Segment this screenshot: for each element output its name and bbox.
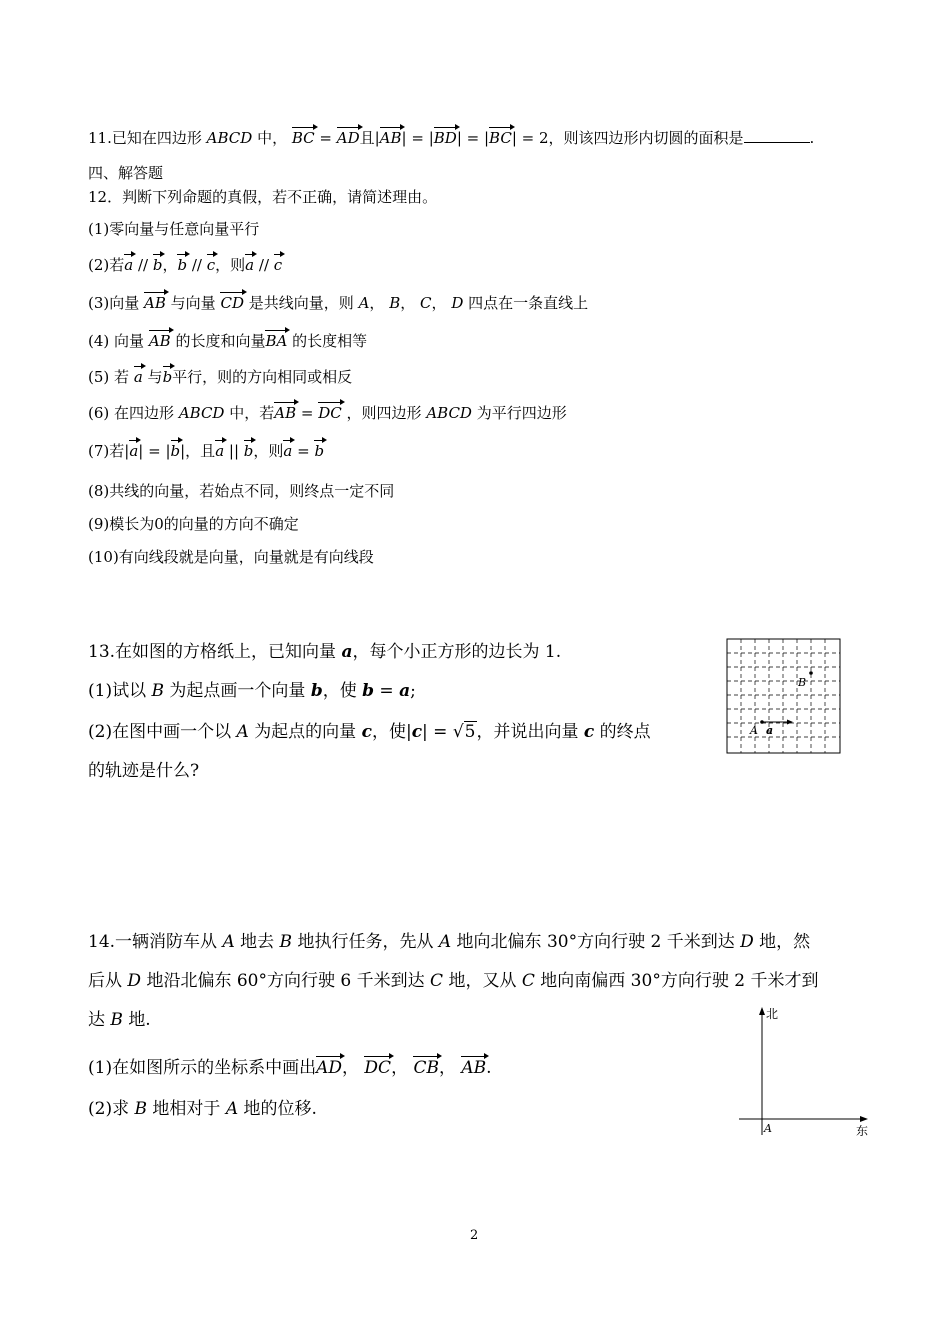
page-number: 2 [470, 1228, 479, 1243]
point-b-label: B [798, 676, 807, 689]
q12-item-5: (5) 若 a 与b平行，则的方向相同或相反 [88, 368, 353, 386]
point-b-dot [809, 671, 813, 675]
section-heading: 四、解答题 [88, 164, 164, 182]
east-arrowhead [860, 1116, 868, 1122]
q12-stem: 12．判断下列命题的真假，若不正确，请简述理由。 [88, 188, 438, 206]
q13-line-1: 13.在如图的方格纸上，已知向量 a，每个小正方形的边长为 1. [88, 642, 562, 662]
answer-blank[interactable] [744, 130, 810, 143]
grid-figure [726, 638, 842, 756]
q12-item-1: (1)零向量与任意向量平行 [88, 220, 260, 238]
q12-item-3: (3)向量 AB 与向量 CD 是共线向量，则 A， B， C， D 四点在一条直线上 [88, 294, 589, 312]
north-arrowhead [759, 1007, 765, 1015]
q13-line-3: (2)在图中画一个以 A 为起点的向量 c，使|c| = √5，并说出向量 c 的终点 [88, 722, 651, 742]
q14-line-3: 达 B 地. [88, 1010, 151, 1030]
q11-line: 11.已知在四边形 ABCD 中， BC = AD且|AB| = |BD| = |BC| = 2，则该四边形内切圆的面积是 . [88, 129, 815, 147]
point-a-label: A [750, 724, 758, 737]
coordinate-figure [734, 1003, 876, 1141]
vector-a-label: a [766, 724, 774, 737]
vector-a-arrowhead [787, 720, 793, 725]
q13-line-4: 的轨迹是什么? [88, 761, 200, 781]
east-label: 东 [856, 1124, 869, 1138]
q12-item-4: (4) 向量 AB 的长度和向量BA 的长度相等 [88, 332, 368, 350]
q14-line-2: 后从 D 地沿北偏东 60°方向行驶 6 千米到达 C 地，又从 C 地向南偏西 30°方向行驶 2 千米才到 [88, 971, 819, 991]
q13-line-2: (1)试以 B 为起点画一个向量 b，使 b = a; [88, 681, 416, 701]
q14-part-2: (2)求 B 地相对于 A 地的位移. [88, 1099, 317, 1119]
q12-item-10: (10)有向线段就是向量，向量就是有向线段 [88, 548, 374, 566]
origin-label: A [764, 1122, 772, 1135]
q12-item-7: (7)若|a| = |b|，且a || b，则a = b [88, 442, 325, 460]
q12-item-9: (9)模长为0的向量的方向不确定 [88, 515, 299, 533]
q12-item-2: (2)若a // b，b // c，则a // c [88, 256, 283, 274]
q12-item-8: (8)共线的向量，若始点不同，则终点一定不同 [88, 482, 395, 500]
north-label: 北 [766, 1007, 779, 1021]
q14-line-1: 14.一辆消防车从 A 地去 B 地执行任务，先从 A 地向北偏东 30°方向行驶 2 千米到达 D 地，然 [88, 932, 811, 952]
q14-part-1: (1)在如图所示的坐标系中画出AD， DC， CB， AB. [88, 1058, 492, 1078]
q12-item-6: (6) 在四边形 ABCD 中，若AB = DC ，则四边形 ABCD 为平行四边形 [88, 404, 567, 422]
